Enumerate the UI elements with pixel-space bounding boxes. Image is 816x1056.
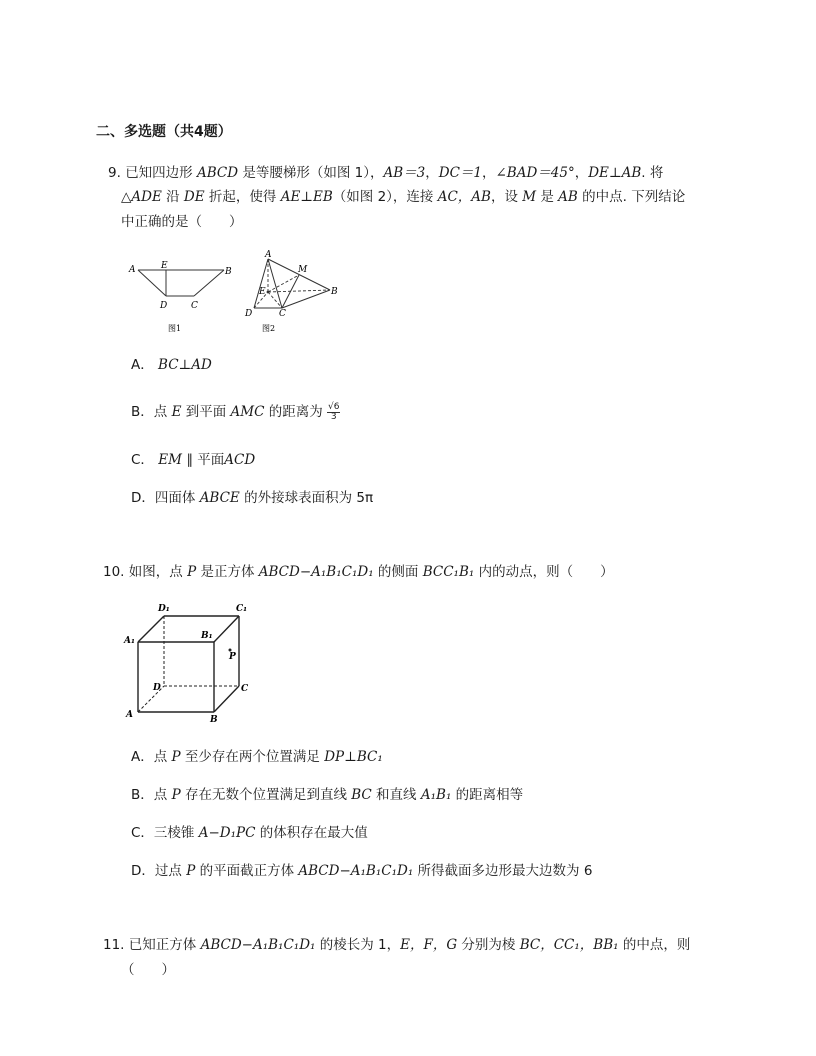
fig1-edge-CB xyxy=(194,270,224,296)
option-math: EM xyxy=(158,452,182,468)
q11-number: 11. xyxy=(103,937,125,953)
q9-line-2 xyxy=(121,187,685,207)
fig2-label-A: A xyxy=(265,250,272,260)
option-math: BC⊥AD xyxy=(158,357,212,373)
q9-math: DC＝1 xyxy=(438,165,482,181)
q9-option-d[interactable] xyxy=(131,486,373,506)
option-math: P xyxy=(186,863,196,879)
q10-line-1 xyxy=(103,562,614,582)
q9-text: 是等腰梯形（如图 1）， xyxy=(238,165,384,181)
fig1-label-B: B xyxy=(225,267,232,277)
cube-label-D1: D₁ xyxy=(158,604,170,614)
q9-math: AC，AB xyxy=(437,189,491,205)
q11-line-1 xyxy=(103,935,690,955)
option-text: 的体积存在最大值 xyxy=(255,825,368,841)
q9-text: 的中点. 下列结论 xyxy=(577,189,686,205)
option-label: B．点 xyxy=(131,404,172,420)
fig1-label-C: C xyxy=(191,301,198,311)
cube-edge-BC xyxy=(214,686,239,712)
q11-math: E，F，G xyxy=(400,937,458,953)
option-math: A−D₁PC xyxy=(198,825,256,841)
q9-line-3: 中正确的是（ ） xyxy=(121,214,243,230)
q11-text: 的中点，则 xyxy=(618,937,691,953)
option-label: D．四面体 xyxy=(131,490,200,506)
option-text: 所得截面多边形最大边数为 6 xyxy=(413,863,593,879)
option-math: ABCD−A₁B₁C₁D₁ xyxy=(298,863,414,879)
option-math: A₁B₁ xyxy=(420,787,452,803)
q9-text: ， xyxy=(425,165,439,181)
q9-math: ABCD xyxy=(196,165,239,181)
option-text: 至少存在两个位置满足 xyxy=(180,749,325,765)
q9-math: AE⊥EB xyxy=(280,189,333,205)
q11-text: 的棱长为 1， xyxy=(315,937,401,953)
option-math: P xyxy=(171,749,181,765)
fig2-label-D: D xyxy=(245,309,253,319)
q9-math: M xyxy=(522,189,537,205)
option-text: 和直线 xyxy=(371,787,421,803)
q10-cube-figure xyxy=(118,598,258,724)
q10-option-b[interactable] xyxy=(131,783,523,803)
q9-text: 折起，使得 xyxy=(204,189,281,205)
option-math: ACD xyxy=(224,452,256,468)
fig2-edge-CB xyxy=(282,290,330,308)
option-math: P xyxy=(171,787,181,803)
q10-number: 10. xyxy=(103,564,125,580)
q11-line-2: （ ） xyxy=(121,962,175,978)
q10-math: BCC₁B₁ xyxy=(422,564,475,580)
option-math: BC xyxy=(351,787,372,803)
fig2-caption: 图2 xyxy=(262,324,276,333)
cube-label-D: D xyxy=(153,683,161,693)
q9-text: 沿 xyxy=(161,189,184,205)
cube-label-C: C xyxy=(241,684,249,694)
fig2-label-M: M xyxy=(298,265,308,275)
q9-text: （如图 2），连接 xyxy=(332,189,438,205)
option-label: A．点 xyxy=(131,749,172,765)
q9-text: ，设 xyxy=(490,189,523,205)
fig2-label-E: E xyxy=(259,287,266,297)
q9-text: . 将 xyxy=(641,165,664,181)
option-text: 平面 xyxy=(197,452,225,468)
q9-text: ， xyxy=(482,165,496,181)
option-label: A． xyxy=(131,357,154,373)
q9-text: 已知四边形 xyxy=(125,165,197,181)
fig2-label-B: B xyxy=(331,287,338,297)
cube-label-A1: A₁ xyxy=(124,636,135,646)
q9-line-1 xyxy=(108,163,663,183)
q9-math: AB xyxy=(558,189,578,205)
q10-math: ABCD−A₁B₁C₁D₁ xyxy=(258,564,374,580)
option-text: 的平面截正方体 xyxy=(195,863,299,879)
q9-option-c[interactable] xyxy=(131,448,255,468)
fig1-caption: 图1 xyxy=(168,324,182,333)
q9-math: DE⊥AB xyxy=(588,165,642,181)
option-text: 的距离相等 xyxy=(451,787,524,803)
q9-number: 9. xyxy=(108,165,121,181)
q10-text: 是正方体 xyxy=(196,564,259,580)
q9-math: ADE xyxy=(131,189,162,205)
fig1-label-A: A xyxy=(129,265,136,275)
q9-math: ∠BAD＝45° xyxy=(495,165,575,181)
option-label: C． xyxy=(131,452,154,468)
cube-label-B1: B₁ xyxy=(201,631,213,641)
option-text: 存在无数个位置满足到直线 xyxy=(180,787,352,803)
q9-figure-2 xyxy=(240,248,350,338)
q10-text: 如图，点 xyxy=(128,564,188,580)
q10-text: 的侧面 xyxy=(373,564,423,580)
fraction-sqrt6-over-3: $\frac{√6}{3}$ xyxy=(328,401,340,422)
cube-label-C1: C₁ xyxy=(236,604,248,614)
q10-option-d[interactable] xyxy=(131,859,592,879)
fig2-label-C: C xyxy=(279,309,286,319)
option-label: C．三棱锥 xyxy=(131,825,199,841)
q9-figure-1 xyxy=(120,256,245,336)
fig1-edge-AD xyxy=(138,270,166,296)
section-title: 二、多选题（共4题） xyxy=(96,124,232,140)
option-math: ABCE xyxy=(199,490,240,506)
q10-math: P xyxy=(187,564,197,580)
q9-option-b[interactable] xyxy=(131,400,340,422)
option-math: E xyxy=(171,404,182,420)
cube-label-A: A xyxy=(126,710,133,720)
q10-text: 内的动点，则（ ） xyxy=(474,564,614,580)
q9-text: 是 xyxy=(536,189,559,205)
cube-label-B: B xyxy=(210,715,218,724)
option-label: D．过点 xyxy=(131,863,187,879)
q9-text: △ xyxy=(121,189,132,205)
option-label: B．点 xyxy=(131,787,172,803)
q9-math: DE xyxy=(183,189,205,205)
option-text: 的距离为 xyxy=(264,404,328,420)
q11-math: ABCD−A₁B₁C₁D₁ xyxy=(200,937,316,953)
fig1-label-D: D xyxy=(160,301,168,311)
q11-math: BC，CC₁，BB₁ xyxy=(519,937,619,953)
fig1-label-E: E xyxy=(161,261,168,271)
q9-option-a[interactable] xyxy=(131,353,212,373)
option-text: 到平面 xyxy=(181,404,231,420)
option-text: ∥ xyxy=(181,452,198,468)
option-text: 的外接球表面积为 5π xyxy=(239,490,374,506)
option-math: DP⊥BC₁ xyxy=(324,749,383,765)
fig2-point-E xyxy=(267,291,270,294)
option-math: AMC xyxy=(230,404,265,420)
cube-edge-B1C1 xyxy=(214,616,239,642)
q11-text: 分别为棱 xyxy=(457,937,520,953)
cube-edge-A1D1 xyxy=(138,616,164,642)
q9-math: AB＝3 xyxy=(383,165,426,181)
q9-text: ， xyxy=(574,165,589,181)
cube-label-P: P xyxy=(229,652,236,662)
q11-text: 已知正方体 xyxy=(128,937,201,953)
q10-option-c[interactable] xyxy=(131,821,368,841)
q10-option-a[interactable] xyxy=(131,745,383,765)
